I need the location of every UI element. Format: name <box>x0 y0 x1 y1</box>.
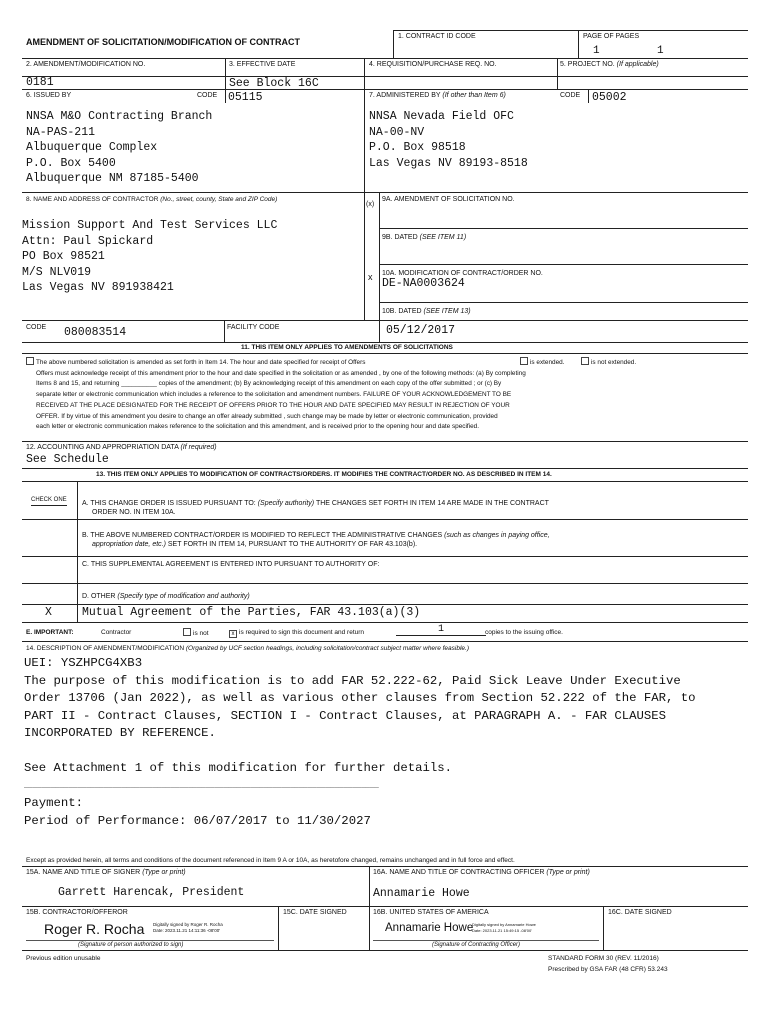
item-10b-value[interactable]: 05/12/2017 <box>386 324 456 337</box>
contractor-code-value[interactable]: 080083514 <box>64 326 127 339</box>
page-of-pages-label: PAGE OF PAGES <box>583 33 640 40</box>
amendment-no-label: 2. AMENDMENT/MODIFICATION NO. <box>26 61 146 68</box>
extended-checkbox[interactable] <box>520 357 528 365</box>
item-9a-label: 9A. AMENDMENT OF SOLICITATION NO. <box>382 196 515 203</box>
important-row: E. IMPORTANT: Contractor is not x is required to sign this document and return 1 copies to the issuing office. <box>26 624 563 637</box>
officer-value[interactable]: Annamarie Howe <box>373 887 470 900</box>
officer-signature[interactable]: Annamarie Howe <box>385 922 474 934</box>
form-title: AMENDMENT OF SOLICITATION/MODIFICATION OF CONTRACT <box>26 37 300 47</box>
standard-form-id: STANDARD FORM 30 (REV. 11/2016) <box>548 955 659 962</box>
issued-by-label: 6. ISSUED BY <box>26 92 72 99</box>
effective-date-value[interactable]: See Block 16C <box>229 77 319 90</box>
item-10a-value[interactable]: DE-NA0003624 <box>382 277 465 290</box>
officer-signature-caption: (Signature of Contracting Officer) <box>432 942 521 948</box>
contractor-address[interactable]: Mission Support And Test Services LLC Attn: Paul Spickard PO Box 98521 M/S NLV019 Las Vegas NV 891938421 <box>22 219 278 294</box>
contractor-signature-label: 15B. CONTRACTOR/OFFEROR <box>26 909 128 916</box>
page-number: 1 <box>593 45 600 57</box>
facility-code-label: FACILITY CODE <box>227 324 280 331</box>
requisition-label: 4. REQUISITION/PURCHASE REQ. NO. <box>369 61 497 68</box>
usa-label: 16B. UNITED STATES OF AMERICA <box>373 909 489 916</box>
administered-by-label: 7. ADMINISTERED BY (If other than Item 6) <box>369 92 506 99</box>
item-12-label: 12. ACCOUNTING AND APPROPRIATION DATA (If required) <box>26 444 217 451</box>
extended-label: is extended. <box>530 359 565 366</box>
copies-value: 1 <box>396 624 486 636</box>
x-column-label: (x) <box>366 201 375 208</box>
item-10a-check[interactable]: x <box>368 272 373 282</box>
signer-label: 15A. NAME AND TITLE OF SIGNER (Type or print) <box>26 869 186 876</box>
page-total: 1 <box>657 45 664 57</box>
not-extended-checkbox[interactable] <box>581 357 589 365</box>
admin-code-value[interactable]: 05002 <box>592 91 627 104</box>
not-extended-label: is not extended. <box>591 359 637 366</box>
item-11-text: The above numbered solicitation is amended as set forth in Item 14. The hour and date specified for receipt of Offers is extended. is not extended. Offers must acknowledge receipt of this amendment prior to the hour and date specified in the solicitation or as amended , by one of the following methods: (a) By completing Items 8 and 15, and returning __________ copies of the amendment; (b) By acknowledging receipt of this amendment on each copy of the offer submitted ; or (c) By separate letter or electronic communication which includes a reference to the solicitation and amendment numbers. FAILURE OF YOUR ACKNOWLEDGEMENT TO BE RECEIVED AT THE PLACE DESIGNATED FOR THE RECEIPT OF OFFERS PRIOR TO THE HOUR AND DATE SPECIFIED MAY RESULT IN REJECTION OF YOUR OFFER. If by virtue of this amendment you desire to change an offer already submitted , such change may be made by letter or electronic communication, provided each letter or electronic communication makes reference to the solicitation and this amendment, and is received prior to the opening hour and date specified. <box>26 357 746 433</box>
previous-edition-note: Previous edition unusable <box>26 955 101 962</box>
is-required-checkbox[interactable]: x <box>229 630 237 638</box>
item-13d-text[interactable]: D. OTHER (Specify type of modification and authority) <box>82 593 250 600</box>
officer-digital-signature: Digitally signed by Annamarie Howe Date: 2023.11.21 15:49:15 -08'00' <box>472 922 536 933</box>
item-13a-text[interactable]: A. THIS CHANGE ORDER IS ISSUED PURSUANT TO: (Specify authority) THE CHANGES SET FORTH IN ITEM 14 ARE MADE IN THE CONTRACT ORDER NO. IN ITEM 10A. <box>82 500 549 516</box>
date-15c-label: 15C. DATE SIGNED <box>283 909 347 916</box>
item-10b-label: 10B. DATED (SEE ITEM 13) <box>382 308 471 315</box>
project-no-label: 5. PROJECT NO. (If applicable) <box>560 61 659 68</box>
issued-code-label: CODE <box>197 92 218 99</box>
except-text: Except as provided herein, all terms and conditions of the document referenced in Item 9 A or 10A, as heretofore changed, remains unchanged and in full force and effect. <box>26 857 515 864</box>
contractor-signature[interactable]: Roger R. Rocha <box>44 921 145 937</box>
item-13d-check[interactable]: X <box>45 606 52 619</box>
issued-by-address[interactable]: NNSA M&O Contracting Branch NA-PAS-211 Albuquerque Complex P.O. Box 5400 Albuquerque NM 87185-5400 <box>26 110 213 185</box>
officer-label: 16A. NAME AND TITLE OF CONTRACTING OFFICER (Type or print) <box>373 869 590 876</box>
item-9b-label: 9B. DATED (SEE ITEM 11) <box>382 234 467 241</box>
item-12-value[interactable]: See Schedule <box>26 453 109 466</box>
item-14-description[interactable]: UEI: YSZHPCG4XB3 The purpose of this modification is to add FAR 52.222-62, Paid Sick Leave Under Executive Order 13706 (Jan 2022), as well as various other clauses from Section 52.222 of the FAR, to PART II - Contract Clauses, SECTION I - Contract Clauses, at PARAGRAPH A. - FAR CLAUSES INCORPORATED BY REFERENCE. See Attachment 1 of this modification for further details. ________________________________________________________________________________ Payment: Period of Performance: 06/07/2017 to 11/30/2027 <box>24 656 696 828</box>
is-not-checkbox[interactable] <box>183 628 191 636</box>
item-14-label: 14. DESCRIPTION OF AMENDMENT/MODIFICATION (Organized by UCF section headings, including solicitation/contract subject matter where feasible.) <box>26 645 470 652</box>
contractor-digital-signature: Digitally signed by Roger R. Rocha Date: 2023.11.21 14:11:36 -08'00' <box>153 922 223 933</box>
item-11-checkbox[interactable] <box>26 357 34 365</box>
admin-code-label: CODE <box>560 92 581 99</box>
amendment-no-value[interactable]: 0181 <box>26 76 54 89</box>
item-13-heading: 13. THIS ITEM ONLY APPLIES TO MODIFICATION OF CONTRACTS/ORDERS. IT MODIFIES THE CONTRACT/ORDER NO. AS DESCRIBED IN ITEM 14. <box>96 471 552 478</box>
date-16c-label: 16C. DATE SIGNED <box>608 909 672 916</box>
item-13b-text[interactable]: B. THE ABOVE NUMBERED CONTRACT/ORDER IS MODIFIED TO REFLECT THE ADMINISTRATIVE CHANGES (such as changes in paying office, appropriation date, etc.) SET FORTH IN ITEM 14, PURSUANT TO THE AUTHORITY OF FAR 43.103(b). <box>82 532 550 548</box>
issued-code-value[interactable]: 05115 <box>228 91 263 104</box>
item-13c-text[interactable]: C. THIS SUPPLEMENTAL AGREEMENT IS ENTERED INTO PURSUANT TO AUTHORITY OF: <box>82 561 380 568</box>
prescribed-by: Prescribed by GSA FAR (48 CFR) 53.243 <box>548 966 668 973</box>
contractor-signature-caption: (Signature of person authorized to sign) <box>78 942 184 948</box>
check-one-label: CHECK ONE <box>31 496 67 506</box>
item-11-heading: 11. THIS ITEM ONLY APPLIES TO AMENDMENTS OF SOLICITATIONS <box>241 344 453 351</box>
signer-value[interactable]: Garrett Harencak, President <box>58 886 245 899</box>
item-10a-label: 10A. MODIFICATION OF CONTRACT/ORDER NO. <box>382 270 543 277</box>
item-13d-value[interactable]: Mutual Agreement of the Parties, FAR 43.103(a)(3) <box>82 606 421 619</box>
effective-date-label: 3. EFFECTIVE DATE <box>229 61 296 68</box>
contract-id-label: 1. CONTRACT ID CODE <box>398 33 476 40</box>
administered-by-address[interactable]: NNSA Nevada Field OFC NA-00-NV P.O. Box 98518 Las Vegas NV 89193-8518 <box>369 110 528 170</box>
contractor-code-label: CODE <box>26 324 47 331</box>
contractor-label: 8. NAME AND ADDRESS OF CONTRACTOR (No., street, county, State and ZIP Code) <box>26 196 278 203</box>
